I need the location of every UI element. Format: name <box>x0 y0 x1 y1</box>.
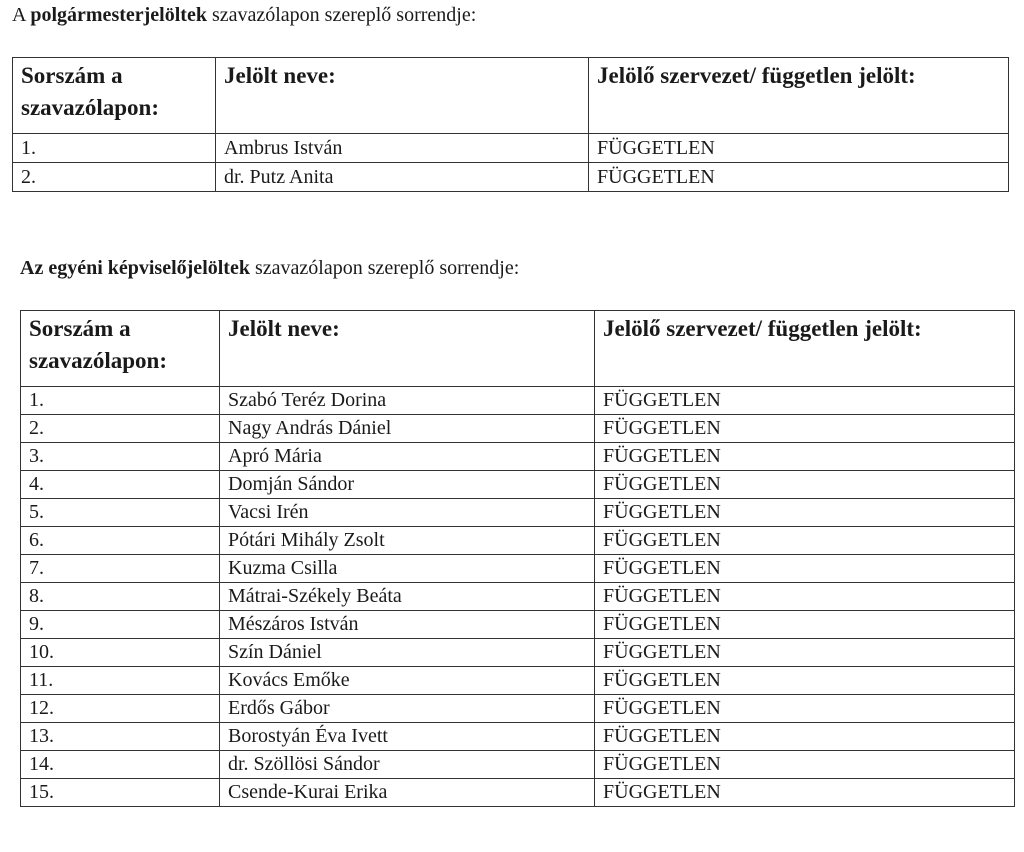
table-row <box>21 415 1015 443</box>
cell-candidate-name: dr. Szöllösi Sándor <box>220 751 595 779</box>
column-header-org: Jelölő szervezet/ független jelölt: <box>589 58 1009 134</box>
cell-nominating-org: FÜGGETLEN <box>589 134 1009 163</box>
cell-nominating-org: FÜGGETLEN <box>595 499 1015 527</box>
cell-candidate-name: Apró Mária <box>220 443 595 471</box>
table-row <box>21 611 1015 639</box>
cell-nominating-org: FÜGGETLEN <box>595 387 1015 415</box>
cell-candidate-name: dr. Putz Anita <box>216 163 589 192</box>
cell-nominating-org: FÜGGETLEN <box>595 639 1015 667</box>
table-header-row <box>21 311 1015 387</box>
table-row <box>21 471 1015 499</box>
cell-nominating-org: FÜGGETLEN <box>595 779 1015 807</box>
cell-number: 2. <box>13 163 216 192</box>
cell-candidate-name: Kovács Emőke <box>220 667 595 695</box>
table-row <box>21 639 1015 667</box>
table-header-row <box>13 58 1009 134</box>
cell-number: 4. <box>21 471 220 499</box>
cell-candidate-name: Mátrai-Székely Beáta <box>220 583 595 611</box>
council-heading-suffix: szavazólapon szereplő sorrendje: <box>249 257 520 279</box>
cell-candidate-name: Nagy András Dániel <box>220 415 595 443</box>
council-table-body <box>21 387 1015 807</box>
cell-candidate-name: Csende-Kurai Erika <box>220 779 595 807</box>
cell-nominating-org: FÜGGETLEN <box>595 611 1015 639</box>
cell-number: 15. <box>21 779 220 807</box>
cell-number: 5. <box>21 499 220 527</box>
cell-candidate-name: Domján Sándor <box>220 471 595 499</box>
column-header-name: Jelölt neve: <box>220 311 595 387</box>
cell-candidate-name: Szín Dániel <box>220 639 595 667</box>
cell-number: 7. <box>21 555 220 583</box>
table-row <box>21 499 1015 527</box>
cell-number: 9. <box>21 611 220 639</box>
cell-number: 1. <box>13 134 216 163</box>
cell-nominating-org: FÜGGETLEN <box>595 695 1015 723</box>
cell-number: 1. <box>21 387 220 415</box>
table-row <box>21 695 1015 723</box>
table-row <box>13 134 1009 163</box>
cell-number: 3. <box>21 443 220 471</box>
cell-number: 6. <box>21 527 220 555</box>
council-candidates-table <box>20 310 1015 807</box>
cell-number: 11. <box>21 667 220 695</box>
cell-nominating-org: FÜGGETLEN <box>595 723 1015 751</box>
cell-nominating-org: FÜGGETLEN <box>589 163 1009 192</box>
table-row <box>21 667 1015 695</box>
cell-candidate-name: Szabó Teréz Dorina <box>220 387 595 415</box>
council-heading-bold: Az egyéni képviselőjelöltek <box>20 257 250 279</box>
cell-candidate-name: Borostyán Éva Ivett <box>220 723 595 751</box>
cell-nominating-org: FÜGGETLEN <box>595 471 1015 499</box>
cell-nominating-org: FÜGGETLEN <box>595 527 1015 555</box>
cell-candidate-name: Mészáros István <box>220 611 595 639</box>
cell-nominating-org: FÜGGETLEN <box>595 415 1015 443</box>
cell-number: 2. <box>21 415 220 443</box>
mayor-section-heading <box>12 3 476 27</box>
cell-number: 13. <box>21 723 220 751</box>
table-row <box>21 779 1015 807</box>
column-header-number: Sorszám a szavazólapon: <box>13 58 216 134</box>
mayor-candidates-table <box>12 57 1009 192</box>
cell-number: 10. <box>21 639 220 667</box>
cell-number: 12. <box>21 695 220 723</box>
council-section-heading <box>20 256 519 280</box>
table-row <box>21 555 1015 583</box>
cell-candidate-name: Ambrus István <box>216 134 589 163</box>
cell-number: 14. <box>21 751 220 779</box>
mayor-heading-prefix: A <box>12 4 31 26</box>
cell-nominating-org: FÜGGETLEN <box>595 555 1015 583</box>
table-row <box>21 443 1015 471</box>
table-row <box>21 527 1015 555</box>
cell-candidate-name: Kuzma Csilla <box>220 555 595 583</box>
cell-nominating-org: FÜGGETLEN <box>595 443 1015 471</box>
cell-nominating-org: FÜGGETLEN <box>595 583 1015 611</box>
cell-nominating-org: FÜGGETLEN <box>595 751 1015 779</box>
table-row <box>13 163 1009 192</box>
column-header-org: Jelölő szervezet/ független jelölt: <box>595 311 1015 387</box>
table-row <box>21 387 1015 415</box>
table-row <box>21 751 1015 779</box>
column-header-number: Sorszám a szavazólapon: <box>21 311 220 387</box>
cell-candidate-name: Vacsi Irén <box>220 499 595 527</box>
table-row <box>21 583 1015 611</box>
cell-candidate-name: Erdős Gábor <box>220 695 595 723</box>
table-row <box>21 723 1015 751</box>
cell-number: 8. <box>21 583 220 611</box>
mayor-heading-bold: polgármesterjelöltek <box>30 4 207 26</box>
mayor-heading-suffix: szavazólapon szereplő sorrendje: <box>206 4 477 26</box>
cell-candidate-name: Pótári Mihály Zsolt <box>220 527 595 555</box>
column-header-name: Jelölt neve: <box>216 58 589 134</box>
mayor-table-body <box>13 134 1009 192</box>
cell-nominating-org: FÜGGETLEN <box>595 667 1015 695</box>
